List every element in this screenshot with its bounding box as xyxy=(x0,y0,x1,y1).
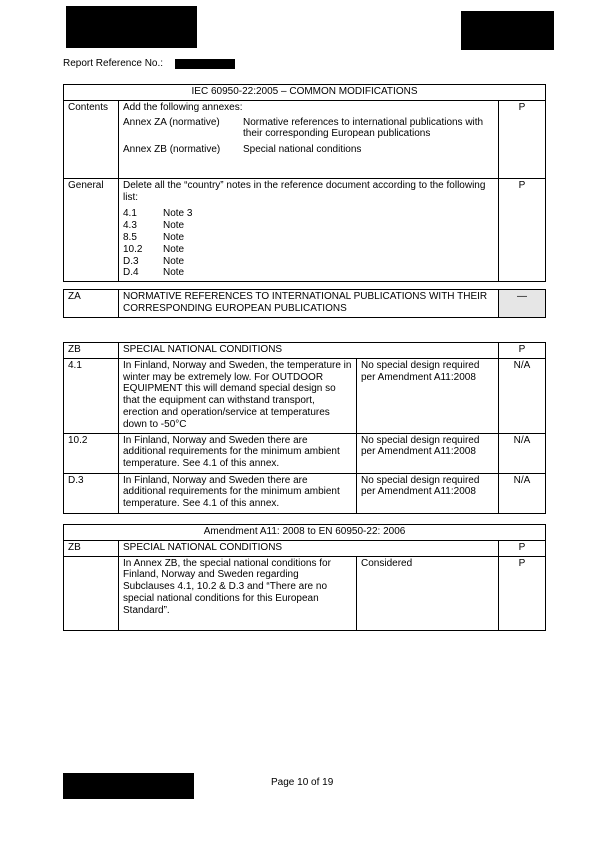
note-row xyxy=(123,208,494,220)
note-clause: D.4 xyxy=(123,267,139,279)
note-row xyxy=(123,256,494,268)
note-text: Note 3 xyxy=(163,208,193,220)
row-verdict: N/A xyxy=(499,433,546,473)
za-clause: ZA xyxy=(64,290,119,318)
row-verdict: P xyxy=(499,556,546,630)
general-intro: Delete all the “country” notes in the reference document according to the following list: xyxy=(123,179,486,203)
contents-label: Contents xyxy=(64,100,119,178)
note-clause: 8.5 xyxy=(123,231,137,243)
common-modifications-title: IEC 60950-22:2005 – COMMON MODIFICATIONS xyxy=(64,85,546,101)
contents-verdict: P xyxy=(499,100,546,178)
note-clause: D.3 xyxy=(123,255,139,267)
annex-name: Annex ZA (normative) xyxy=(123,116,220,128)
redacted-report-number xyxy=(175,59,235,69)
note-row xyxy=(123,267,494,279)
contents-cell xyxy=(119,100,499,178)
contents-intro: Add the following annexes: xyxy=(123,101,243,113)
row-clause: 4.1 xyxy=(64,358,119,433)
note-text: Note xyxy=(163,267,185,279)
note-text: Note xyxy=(163,243,185,255)
annex-desc: Special national conditions xyxy=(243,144,362,156)
annex-row xyxy=(123,117,494,141)
table-row xyxy=(64,473,546,513)
note-row xyxy=(123,232,494,244)
amendment-heading-verdict: P xyxy=(499,540,546,556)
row-result: Considered xyxy=(357,556,499,630)
table-row xyxy=(64,358,546,433)
table-row xyxy=(64,556,546,630)
zb-clause: ZB xyxy=(64,343,119,359)
row-clause: 10.2 xyxy=(64,433,119,473)
row-clause: D.3 xyxy=(64,473,119,513)
note-clause: 4.3 xyxy=(123,220,137,232)
annex-row xyxy=(123,144,494,156)
row-result: No special design required per Amendment A11:2008 xyxy=(357,473,499,513)
row-requirement: In Finland, Norway and Sweden there are additional requirements for the minimum ambient temperature. See 4.1 of this annex. xyxy=(119,473,357,513)
zb-title: SPECIAL NATIONAL CONDITIONS xyxy=(119,343,499,359)
common-modifications-table xyxy=(63,84,546,282)
row-requirement: In Annex ZB, the special national conditions for Finland, Norway and Sweden regarding Subclauses 4.1, 10.2 & D.3 and “There are no special national conditions for this European Standard”. xyxy=(119,556,357,630)
redacted-footer-block xyxy=(63,773,194,799)
annex-name: Annex ZB (normative) xyxy=(123,144,221,156)
row-verdict: N/A xyxy=(499,358,546,433)
amendment-title: Amendment A11: 2008 to EN 60950-22: 2006 xyxy=(64,525,546,541)
za-title: NORMATIVE REFERENCES TO INTERNATIONAL PUBLICATIONS WITH THEIR CORRESPONDING EUROPEAN PUBLICATIONS xyxy=(119,290,499,318)
row-verdict: N/A xyxy=(499,473,546,513)
note-clause: 10.2 xyxy=(123,243,143,255)
zb-verdict: P xyxy=(499,343,546,359)
row-result: No special design required per Amendment A11:2008 xyxy=(357,358,499,433)
redacted-logo-right xyxy=(461,11,554,50)
annex-desc: Normative references to international publications with their corresponding European publications xyxy=(243,116,484,140)
note-row xyxy=(123,244,494,256)
row-result: No special design required per Amendment A11:2008 xyxy=(357,433,499,473)
page-number: Page 10 of 19 xyxy=(271,777,334,788)
row-requirement: In Finland, Norway and Sweden there are additional requirements for the minimum ambient temperature. See 4.1 of this annex. xyxy=(119,433,357,473)
row-requirement: In Finland, Norway and Sweden, the temperature in winter may be extremely low. For OUTDOOR EQUIPMENT this will demand special design so that the equipment can withstand transport, erection and operation/service at temperatures down to -50°C xyxy=(119,358,357,433)
redacted-logo-left xyxy=(66,6,197,48)
za-table xyxy=(63,289,546,318)
general-verdict: P xyxy=(499,178,546,281)
note-text: Note xyxy=(163,220,185,232)
general-cell xyxy=(119,178,499,281)
row-clause xyxy=(64,556,119,630)
report-reference-label: Report Reference No.: xyxy=(63,58,164,69)
note-row xyxy=(123,220,494,232)
general-label: General xyxy=(64,178,119,281)
amendment-table xyxy=(63,524,546,631)
amendment-clause: ZB xyxy=(64,540,119,556)
note-clause: 4.1 xyxy=(123,208,137,220)
note-text: Note xyxy=(163,231,185,243)
amendment-heading: SPECIAL NATIONAL CONDITIONS xyxy=(119,540,499,556)
table-row xyxy=(64,433,546,473)
note-text: Note xyxy=(163,255,185,267)
zb-table xyxy=(63,342,546,514)
za-verdict: — xyxy=(499,290,546,318)
notes-list xyxy=(123,208,494,279)
